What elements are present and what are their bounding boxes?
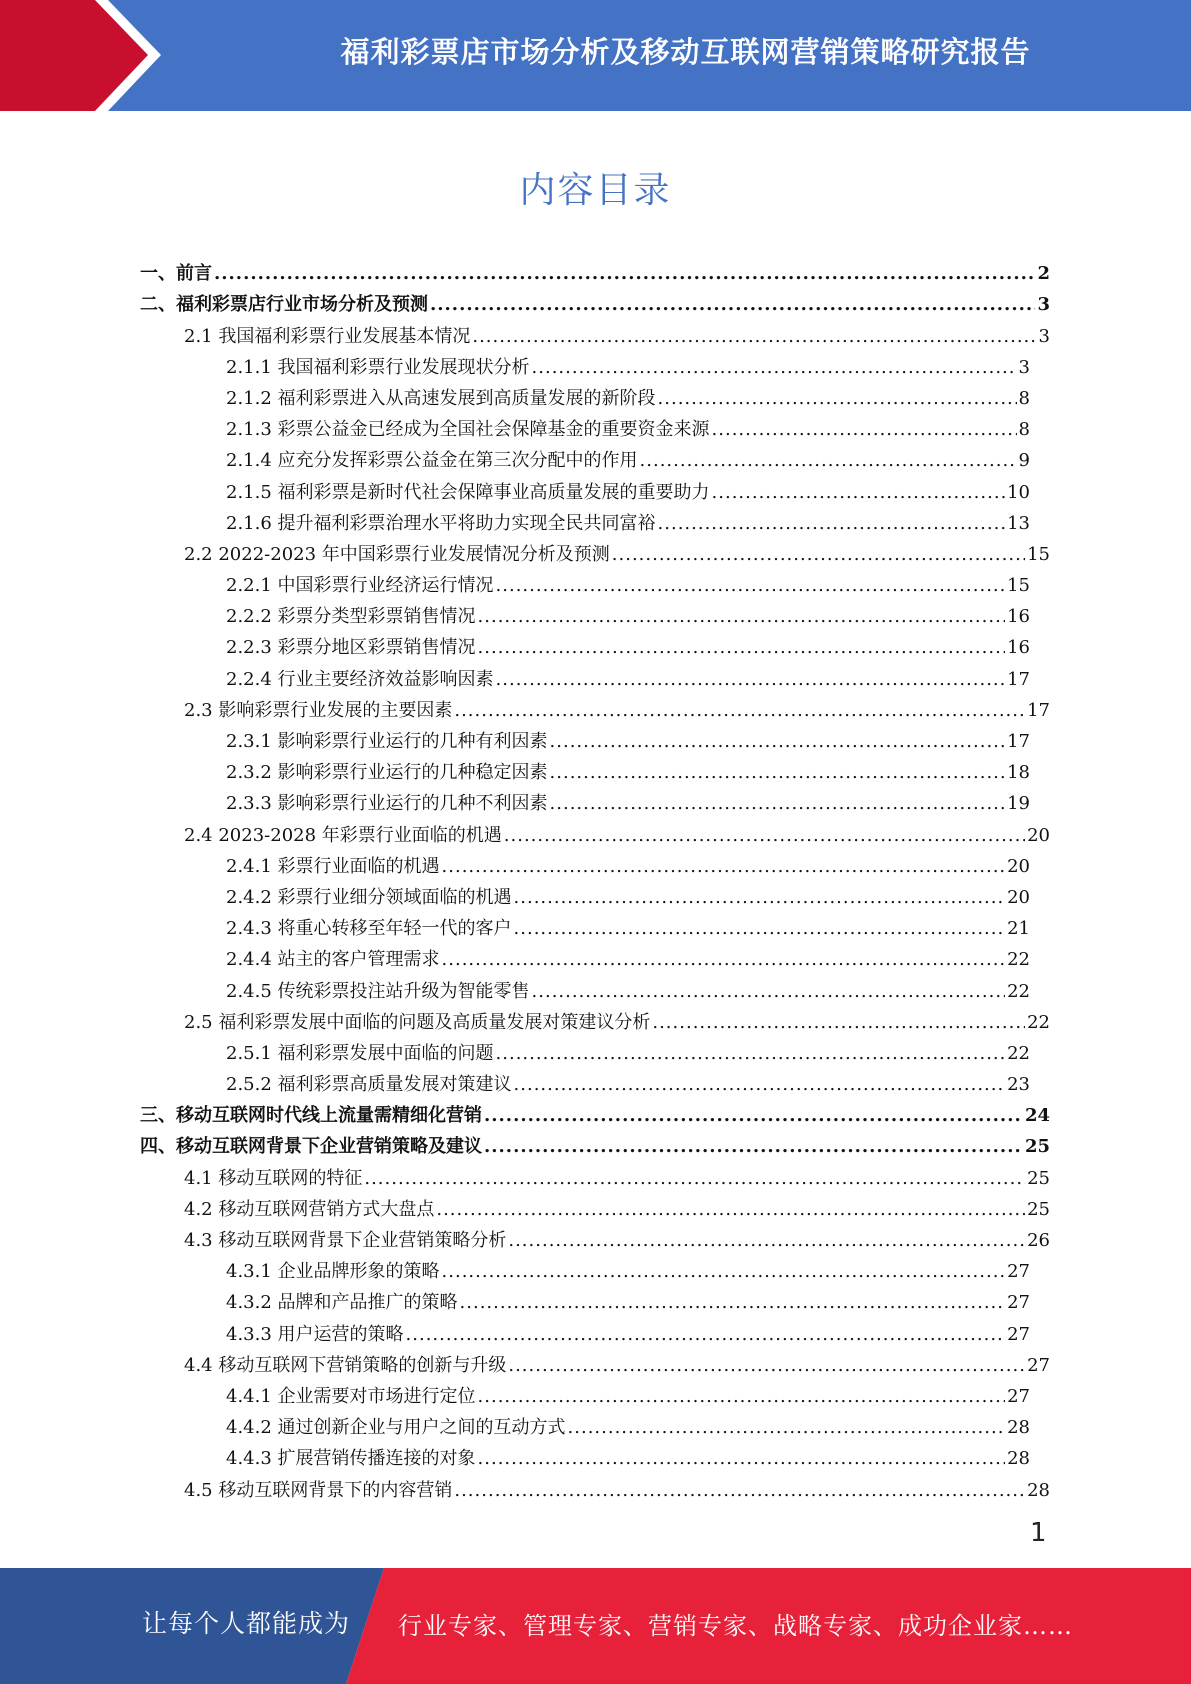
toc-leader-dots — [472, 326, 1036, 348]
toc-entry-page: 3 — [1038, 325, 1050, 347]
toc-entry-title: 2.1.5 福利彩票是新时代社会保障事业高质量发展的重要助力 — [226, 481, 710, 503]
toc-entry-page: 27 — [1007, 1292, 1030, 1314]
toc-leader-dots — [550, 731, 1006, 753]
toc-entry-page: 17 — [1027, 699, 1050, 721]
toc-entry[interactable] — [140, 878, 1030, 909]
toc-entry-title: 2.1.3 彩票公益金已经成为全国社会保障基金的重要资金来源 — [226, 419, 710, 441]
toc-entry[interactable] — [140, 1377, 1030, 1408]
toc-entry-title: 4.1 移动互联网的特征 — [184, 1167, 363, 1189]
toc-entry[interactable] — [140, 659, 1030, 690]
footer-banner — [0, 1568, 1191, 1684]
toc-entry-title: 三、移动互联网时代线上流量需精细化营销 — [140, 1105, 482, 1127]
toc-leader-dots — [514, 918, 1006, 940]
toc-entry[interactable] — [140, 254, 1050, 285]
toc-entry[interactable] — [140, 815, 1050, 846]
toc-entry-title: 2.5 福利彩票发展中面临的问题及高质量发展对策建议分析 — [184, 1011, 651, 1033]
toc-entry[interactable] — [140, 535, 1050, 566]
toc-entry[interactable] — [140, 1346, 1050, 1377]
toc-leader-dots — [550, 793, 1006, 815]
toc-entry-title: 4.4.3 扩展营销传播连接的对象 — [226, 1448, 476, 1470]
toc-entry[interactable] — [140, 784, 1030, 815]
toc-entry-page: 18 — [1007, 762, 1030, 784]
toc-entry-page: 28 — [1027, 1479, 1050, 1501]
toc-entry-page: 28 — [1007, 1448, 1030, 1470]
toc-leader-dots — [612, 544, 1025, 566]
toc-leader-dots — [478, 606, 1006, 628]
toc-entry-page: 22 — [1027, 1011, 1050, 1033]
toc-entry-page: 23 — [1007, 1074, 1030, 1096]
toc-leader-dots — [454, 700, 1025, 722]
footer-slogan-right: 行业专家、管理专家、营销专家、战略专家、成功企业家…… — [398, 1612, 1073, 1640]
toc-leader-dots — [712, 482, 1006, 504]
toc-heading: 内容目录 — [519, 170, 672, 211]
toc-entry[interactable] — [140, 847, 1030, 878]
toc-entry-page: 24 — [1024, 1105, 1050, 1127]
toc-entry-title: 2.4 2023-2028 年彩票行业面临的机遇 — [184, 824, 502, 846]
toc-leader-dots — [712, 419, 1017, 441]
toc-entry[interactable] — [140, 504, 1030, 535]
toc-leader-dots — [652, 1012, 1025, 1034]
toc-entry[interactable] — [140, 348, 1030, 379]
toc-entry[interactable] — [140, 410, 1030, 441]
toc-entry-title: 2.1.4 应充分发挥彩票公益金在第三次分配中的作用 — [226, 450, 638, 472]
toc-entry[interactable] — [140, 1034, 1030, 1065]
table-of-contents — [140, 254, 1050, 1502]
toc-entry[interactable] — [140, 441, 1030, 472]
toc-leader-dots — [406, 1324, 1006, 1346]
toc-entry-page: 17 — [1007, 668, 1030, 690]
toc-entry[interactable] — [140, 1221, 1050, 1252]
toc-leader-dots — [532, 981, 1006, 1003]
toc-entry[interactable] — [140, 753, 1030, 784]
toc-entry-page: 25 — [1024, 1136, 1050, 1158]
toc-entry-page: 20 — [1007, 855, 1030, 877]
toc-leader-dots — [454, 1480, 1025, 1502]
toc-entry-title: 2.2.1 中国彩票行业经济运行情况 — [226, 575, 494, 597]
toc-entry-title: 2.1.2 福利彩票进入从高速发展到高质量发展的新阶段 — [226, 387, 656, 409]
toc-entry-title: 四、移动互联网背景下企业营销策略及建议 — [140, 1136, 482, 1158]
toc-entry[interactable] — [140, 1003, 1050, 1034]
toc-leader-dots — [442, 949, 1006, 971]
toc-leader-dots — [496, 575, 1006, 597]
toc-entry-page: 17 — [1007, 731, 1030, 752]
toc-entry-title: 4.2 移动互联网营销方式大盘点 — [184, 1198, 435, 1220]
toc-entry[interactable] — [140, 1314, 1030, 1345]
toc-leader-dots — [478, 1386, 1006, 1408]
toc-entry[interactable] — [140, 1190, 1050, 1221]
toc-entry[interactable] — [140, 691, 1050, 722]
toc-leader-dots — [214, 263, 1035, 285]
toc-leader-dots — [442, 1261, 1006, 1283]
toc-entry-title: 2.1.1 我国福利彩票行业发展现状分析 — [226, 356, 530, 378]
toc-entry-title: 2.4.4 站主的客户管理需求 — [226, 949, 440, 971]
toc-leader-dots — [508, 1355, 1025, 1377]
toc-leader-dots — [496, 1043, 1006, 1065]
toc-entry-page: 28 — [1007, 1417, 1030, 1439]
toc-entry-title: 二、福利彩票店行业市场分析及预测 — [140, 294, 428, 316]
toc-entry-title: 2.3.1 影响彩票行业运行的几种有利因素 — [226, 731, 548, 752]
toc-leader-dots — [514, 887, 1006, 909]
toc-entry-page: 22 — [1007, 980, 1030, 1002]
toc-entry-page: 15 — [1027, 543, 1050, 565]
toc-entry-page: 20 — [1027, 824, 1050, 846]
toc-entry[interactable] — [140, 1127, 1050, 1158]
toc-entry-title: 4.4.2 通过创新企业与用户之间的互动方式 — [226, 1417, 566, 1439]
toc-leader-dots — [532, 357, 1017, 379]
toc-entry-title: 4.5 移动互联网背景下的内容营销 — [184, 1479, 453, 1501]
toc-entry-page: 25 — [1027, 1198, 1050, 1220]
toc-entry[interactable] — [140, 379, 1030, 410]
toc-entry-page: 27 — [1027, 1354, 1050, 1376]
toc-entry-title: 2.1 我国福利彩票行业发展基本情况 — [184, 325, 471, 347]
toc-entry-page: 3 — [1018, 356, 1030, 378]
toc-leader-dots — [484, 1105, 1023, 1127]
toc-entry-page: 22 — [1007, 1042, 1030, 1064]
toc-leader-dots — [478, 1448, 1006, 1470]
toc-leader-dots — [640, 450, 1017, 472]
toc-entry-page: 27 — [1007, 1261, 1030, 1283]
toc-leader-dots — [460, 1292, 1006, 1314]
toc-entry-title: 2.3 影响彩票行业发展的主要因素 — [184, 699, 453, 721]
footer-slogan-left: 让每个人都能成为 — [142, 1609, 351, 1638]
toc-entry-title: 4.4.1 企业需要对市场进行定位 — [226, 1385, 476, 1407]
toc-entry-title: 一、前言 — [140, 263, 212, 285]
toc-entry-page: 25 — [1027, 1167, 1050, 1189]
toc-entry-title: 2.4.5 传统彩票投注站升级为智能零售 — [226, 980, 530, 1002]
toc-entry[interactable] — [140, 472, 1030, 503]
toc-entry-page: 19 — [1007, 793, 1030, 815]
toc-entry-page: 8 — [1018, 419, 1030, 441]
toc-leader-dots — [436, 1199, 1025, 1221]
toc-entry-title: 2.5.1 福利彩票发展中面临的问题 — [226, 1042, 494, 1064]
toc-entry-title: 4.4 移动互联网下营销策略的创新与升级 — [184, 1354, 507, 1376]
toc-entry-page: 15 — [1007, 575, 1030, 597]
toc-leader-dots — [550, 762, 1006, 784]
toc-leader-dots — [568, 1417, 1006, 1439]
toc-leader-dots — [514, 1074, 1006, 1096]
toc-entry[interactable] — [140, 285, 1050, 316]
toc-leader-dots — [430, 294, 1035, 316]
toc-leader-dots — [496, 669, 1006, 691]
toc-entry-page: 9 — [1018, 450, 1030, 472]
toc-entry[interactable] — [140, 628, 1030, 659]
toc-entry-title: 4.3.2 品牌和产品推广的策略 — [226, 1292, 458, 1314]
toc-entry-page: 22 — [1007, 949, 1030, 971]
toc-entry-title: 2.4.2 彩票行业细分领域面临的机遇 — [226, 886, 512, 908]
toc-entry-title: 4.3.1 企业品牌形象的策略 — [226, 1261, 440, 1283]
toc-entry-page: 13 — [1007, 512, 1030, 534]
toc-entry-title: 4.3 移动互联网背景下企业营销策略分析 — [184, 1230, 507, 1251]
toc-entry[interactable] — [140, 909, 1030, 940]
toc-leader-dots — [508, 1230, 1025, 1252]
toc-entry-page: 16 — [1007, 637, 1030, 659]
toc-entry-title: 2.2.2 彩票分类型彩票销售情况 — [226, 606, 476, 628]
toc-leader-dots — [364, 1168, 1025, 1190]
toc-entry-title: 2.2.4 行业主要经济效益影响因素 — [226, 668, 494, 690]
toc-entry[interactable] — [140, 566, 1030, 597]
toc-entry-page: 26 — [1027, 1230, 1050, 1251]
toc-entry-page: 20 — [1007, 886, 1030, 908]
toc-entry-page: 27 — [1007, 1323, 1030, 1345]
toc-leader-dots — [478, 637, 1006, 659]
toc-entry[interactable] — [140, 316, 1050, 347]
toc-entry-page: 8 — [1018, 387, 1030, 409]
toc-entry[interactable] — [140, 1283, 1030, 1314]
toc-entry-page: 27 — [1007, 1385, 1030, 1407]
toc-entry-title: 2.4.3 将重心转移至年轻一代的客户 — [226, 918, 512, 940]
toc-entry-title: 2.3.2 影响彩票行业运行的几种稳定因素 — [226, 762, 548, 784]
toc-entry-title: 4.3.3 用户运营的策略 — [226, 1323, 404, 1345]
report-title: 福利彩票店市场分析及移动互联网营销策略研究报告 — [340, 35, 1031, 69]
toc-entry[interactable] — [140, 940, 1030, 971]
toc-leader-dots — [658, 513, 1006, 535]
toc-entry[interactable] — [140, 722, 1030, 753]
toc-entry[interactable] — [140, 597, 1030, 628]
toc-entry[interactable] — [140, 1065, 1030, 1096]
toc-entry-page: 3 — [1037, 294, 1050, 316]
toc-entry-title: 2.2.3 彩票分地区彩票销售情况 — [226, 637, 476, 659]
toc-entry-title: 2.2 2022-2023 年中国彩票行业发展情况分析及预测 — [184, 543, 610, 565]
toc-entry-page: 16 — [1007, 606, 1030, 628]
toc-entry[interactable] — [140, 1470, 1050, 1501]
toc-entry-title: 2.5.2 福利彩票高质量发展对策建议 — [226, 1074, 512, 1096]
toc-leader-dots — [442, 856, 1006, 878]
toc-entry[interactable] — [140, 1252, 1030, 1283]
toc-entry[interactable] — [140, 1439, 1030, 1470]
toc-entry[interactable] — [140, 971, 1030, 1002]
page-number: 1 — [1030, 1518, 1047, 1548]
toc-leader-dots — [658, 388, 1017, 410]
toc-leader-dots — [504, 825, 1025, 847]
toc-entry[interactable] — [140, 1158, 1050, 1189]
toc-entry-title: 2.4.1 彩票行业面临的机遇 — [226, 855, 440, 877]
header-banner — [0, 0, 1191, 111]
toc-entry[interactable] — [140, 1408, 1030, 1439]
toc-entry-title: 2.3.3 影响彩票行业运行的几种不利因素 — [226, 793, 548, 815]
toc-entry-page: 10 — [1007, 481, 1030, 503]
toc-entry-title: 2.1.6 提升福利彩票治理水平将助力实现全民共同富裕 — [226, 512, 656, 534]
toc-entry-page: 21 — [1007, 918, 1030, 940]
toc-entry[interactable] — [140, 1096, 1050, 1127]
toc-entry-page: 2 — [1037, 263, 1050, 285]
toc-leader-dots — [484, 1136, 1023, 1158]
